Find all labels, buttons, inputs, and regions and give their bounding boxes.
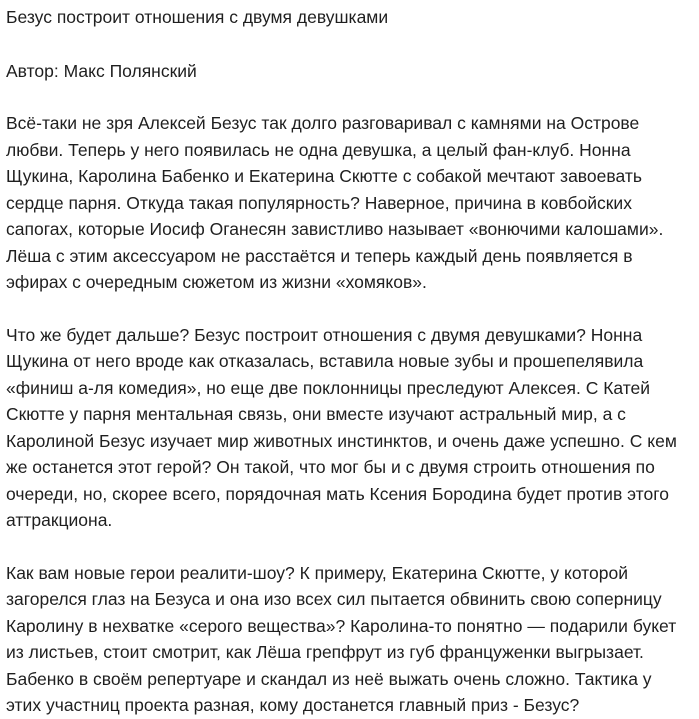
paragraph-line: «финиш а-ля комедия», но еще две поклонницы преследуют Алексея. С Катей [6,377,651,398]
paragraph-line: Щукина от него вроде как отказалась, вставила новые зубы и прошепелявила [6,351,644,371]
paragraph-line: этих участниц проекта разная, кому достанется главный приз - Безус? [6,695,580,715]
paragraph-line: Лёша с этим аксессуаром не расстаётся и теперь каждый день появляется в [6,245,633,266]
paragraph-line: из листьев, стоит смотрит, как Лёша грепфрут из губ француженки выгрызает. [6,642,644,662]
article-paragraph-3 [6,560,693,719]
paragraph-line: Каролину в нехватке «серого вещества»? Каролина-то понятно — подарили букет [6,615,677,636]
article-author: Автор: Макс Полянский [6,60,197,81]
paragraph-line: Всё-таки не зря Алексей Безус так долго разговаривал с камнями на Острове [6,113,640,133]
paragraph-line: сердце парня. Откуда такая популярность? Наверное, причина в ковбойских [6,192,632,213]
article-title: Безус построит отношения с двумя девушками [6,7,389,27]
paragraph-line: эфирах с очередным сюжетом из жизни «хомяков». [6,272,427,292]
paragraph-line: сапогах, которые Иосиф Оганесян завистливо называет «вонючими калошами». [6,219,664,239]
paragraph-line: Бабенко в своём репертуаре и скандал из неё выжать очень сложно. Тактика у [6,668,652,689]
paragraph-line: любви. Теперь у него появилась не одна девушка, а целый фан-клуб. Нонна [6,139,631,160]
paragraph-line: Каролиной Безус изучает мир животных инстинктов, и очень даже успешно. С кем [6,430,677,451]
paragraph-line: Как вам новые герои реалити-шоу? К примеру, Екатерина Скютте, у которой [6,562,628,583]
paragraph-line: аттракциона. [6,510,113,530]
paragraph-line: Что же будет дальше? Безус построит отношения с двумя девушками? Нонна [6,324,643,345]
article-paragraph-2 [6,322,693,534]
paragraph-line: же останется этот герой? Он такой, что мог бы и с двумя строить отношения по [6,457,655,477]
paragraph-line: Щукина, Каролина Бабенко и Екатерина Скютте с собакой мечтают завоевать [6,166,642,186]
paragraph-line: очереди, но, скорее всего, порядочная мать Ксения Бородина будет против этого [6,483,669,504]
article-paragraph-1 [6,110,693,296]
paragraph-line: Скютте у парня ментальная связь, они вместе изучают астральный мир, а с [6,404,626,424]
paragraph-line: загорелся глаз на Безуса и она изо всех сил пытается обвинить свою соперницу [6,589,662,609]
